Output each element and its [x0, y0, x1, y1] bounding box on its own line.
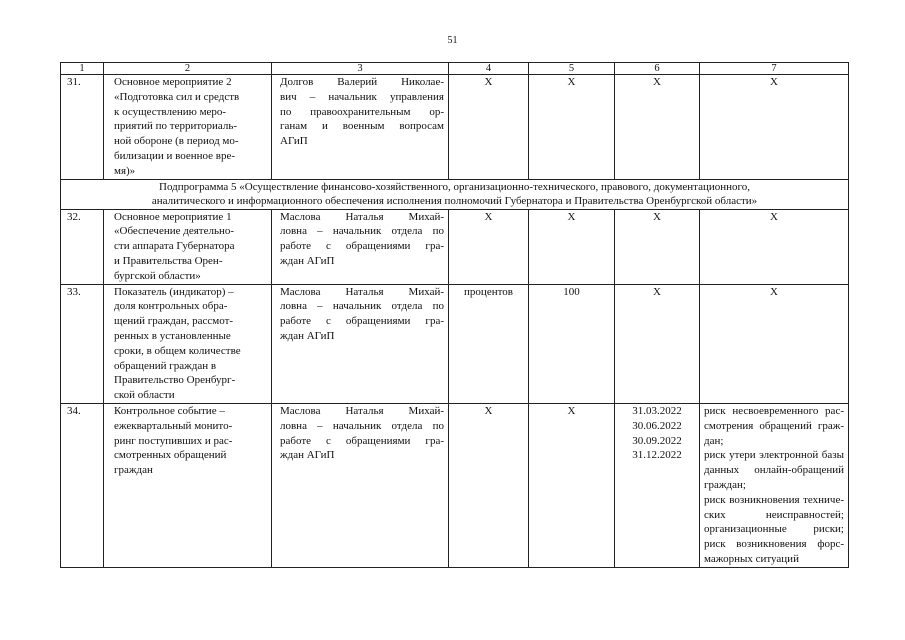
- text-line: Маслова Наталья Михай-: [280, 404, 444, 417]
- text-line: приятий по территориаль-: [114, 120, 238, 133]
- column-header: 2: [104, 63, 272, 75]
- text-line: 30.09.2022: [632, 434, 682, 447]
- text-line: Контрольное событие –: [114, 404, 225, 417]
- text-line: Основное мероприятие 1: [114, 210, 232, 223]
- text-line: бургской области»: [114, 269, 201, 282]
- text-line: дан;: [704, 434, 724, 447]
- text-line: ждан АГиП: [280, 329, 335, 342]
- text-line: риск несвоевременного рас-: [704, 404, 844, 417]
- text-line: по правоохранительным ор-: [280, 105, 444, 118]
- measures-table: [60, 62, 849, 568]
- text-line: смотрения обращений граж-: [704, 419, 844, 432]
- text-line: ной обороне (в период мо-: [114, 135, 239, 148]
- date-cell: [615, 284, 700, 403]
- risk-cell: [700, 75, 849, 180]
- text-line: мя)»: [114, 164, 136, 177]
- text-line: ских неисправностей;: [704, 508, 844, 521]
- table-row: [61, 284, 849, 403]
- date-cell: [615, 403, 700, 567]
- text-line: 31.03.2022: [632, 404, 682, 417]
- text-line: щений граждан, рассмот-: [114, 315, 234, 328]
- value-cell: Х: [529, 75, 615, 180]
- text-line: Х: [653, 285, 661, 298]
- row-number: 33.: [61, 284, 104, 403]
- text-line: Правительство Оренбург-: [114, 374, 236, 387]
- responsible-cell: [272, 284, 449, 403]
- unit-cell: Х: [449, 75, 529, 180]
- text-line: ловна – начальник отдела по: [280, 300, 444, 313]
- text-line: ренных в установленные: [114, 329, 231, 342]
- text-line: аналитического и информационного обеспечения исполнения полномочий Губернатора и Правительства Оренбургской области»: [151, 195, 758, 208]
- text-line: Показатель (индикатор) –: [114, 285, 234, 298]
- table-row: [61, 403, 849, 567]
- text-line: риск возникновения форс-: [704, 538, 844, 551]
- table-row: [61, 209, 849, 284]
- measure-name-cell: [104, 75, 272, 180]
- risk-cell: [700, 209, 849, 284]
- measure-name-cell: [104, 403, 272, 567]
- measure-name-cell: [104, 209, 272, 284]
- measure-name-cell: [104, 284, 272, 403]
- text-line: ской области: [114, 389, 175, 402]
- text-line: Х: [770, 285, 778, 298]
- text-line: ежеквартальный монито-: [114, 419, 233, 432]
- text-line: Маслова Наталья Михай-: [280, 210, 444, 223]
- text-line: Х: [770, 76, 778, 88]
- column-number-row: [61, 63, 849, 75]
- text-line: Х: [653, 210, 661, 223]
- row-number: 31.: [61, 75, 104, 180]
- text-line: доля контрольных обра-: [114, 300, 228, 313]
- risk-cell: [700, 403, 849, 567]
- value-cell: Х: [529, 209, 615, 284]
- text-line: Х: [653, 76, 661, 88]
- page-number: 51: [447, 35, 458, 46]
- unit-cell: Х: [449, 209, 529, 284]
- text-line: риск утери электронной базы: [704, 449, 844, 462]
- text-line: к осуществлению меро-: [114, 105, 227, 118]
- text-line: граждан;: [704, 478, 746, 491]
- text-line: «Обеспечение деятельно-: [114, 225, 235, 238]
- text-line: Х: [770, 210, 778, 223]
- responsible-cell: [272, 403, 449, 567]
- date-cell: [615, 209, 700, 284]
- text-line: работе с обращениями гра-: [280, 240, 444, 253]
- value-cell: 100: [529, 284, 615, 403]
- text-line: ловна – начальник отдела по: [280, 419, 444, 432]
- text-line: Долгов Валерий Николае-: [280, 76, 444, 88]
- table-row: [61, 75, 849, 180]
- text-line: и Правительства Орен-: [114, 254, 223, 267]
- text-line: работе с обращениями гра-: [280, 315, 444, 328]
- responsible-cell: [272, 75, 449, 180]
- subprogram-title: [61, 179, 849, 209]
- text-line: АГиП: [280, 135, 308, 148]
- text-line: сти аппарата Губернатора: [114, 240, 235, 253]
- column-header: 7: [700, 63, 849, 75]
- column-header: 4: [449, 63, 529, 75]
- text-line: ловна – начальник отдела по: [280, 225, 444, 238]
- responsible-cell: [272, 209, 449, 284]
- column-header: 3: [272, 63, 449, 75]
- risk-cell: [700, 284, 849, 403]
- unit-cell: Х: [449, 403, 529, 567]
- text-line: 31.12.2022: [632, 449, 682, 462]
- text-line: работе с обращениями гра-: [280, 434, 444, 447]
- text-line: риск возникновения техниче-: [704, 493, 844, 506]
- text-line: ждан АГиП: [280, 449, 335, 462]
- date-cell: [615, 75, 700, 180]
- text-line: ждан АГиП: [280, 254, 335, 267]
- text-line: билизации и военное вре-: [114, 149, 236, 162]
- subprogram-row: [61, 179, 849, 209]
- text-line: Подпрограмма 5 «Осуществление финансово-хозяйственного, организационно-технического, правового, документационного,: [159, 180, 750, 193]
- text-line: 30.06.2022: [632, 419, 682, 432]
- text-line: вич – начальник управления: [280, 90, 444, 103]
- text-line: Маслова Наталья Михай-: [280, 285, 444, 298]
- column-header: 5: [529, 63, 615, 75]
- text-line: мажорных ситуаций: [704, 552, 799, 565]
- column-header: 1: [61, 63, 104, 75]
- value-cell: Х: [529, 403, 615, 567]
- unit-cell: процентов: [449, 284, 529, 403]
- text-line: сроки, в общем количестве: [114, 344, 241, 357]
- text-line: граждан: [114, 464, 153, 477]
- text-line: обращений граждан в: [114, 359, 217, 372]
- text-line: «Подготовка сил и средств: [114, 90, 240, 103]
- text-line: ринг поступивших и рас-: [114, 434, 233, 447]
- row-number: 34.: [61, 403, 104, 567]
- row-number: 32.: [61, 209, 104, 284]
- text-line: Основное мероприятие 2: [114, 76, 232, 88]
- text-line: ганам и военным вопросам: [280, 120, 444, 133]
- text-line: организационные риски;: [704, 523, 844, 536]
- column-header: 6: [615, 63, 700, 75]
- text-line: данных онлайн-обращений: [704, 464, 844, 477]
- text-line: смотренных обращений: [114, 449, 227, 462]
